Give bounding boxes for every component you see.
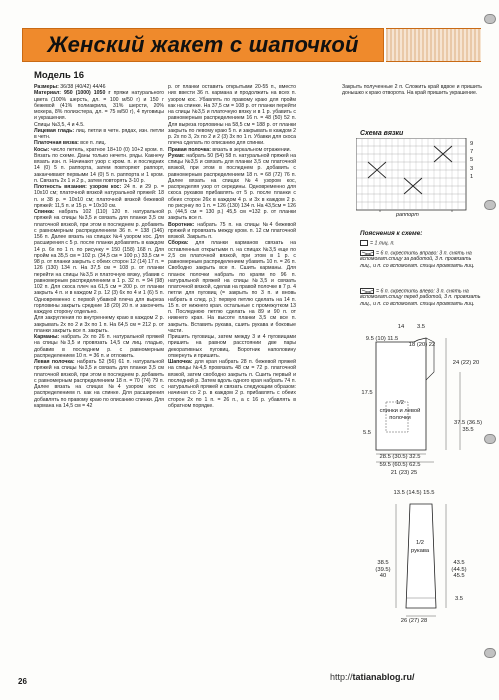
binder-ring [484, 14, 496, 24]
instruction-paragraph [34, 334, 164, 359]
title-banner [22, 28, 384, 62]
instruction-paragraph [34, 209, 164, 315]
sleeve-outline [406, 504, 436, 608]
chart-row-numbers: 9 7 5 3 1 [470, 141, 474, 180]
watermark [330, 672, 415, 682]
instruction-body: для планки карманов связать на оставленных открытыми п. на спицах №3,5 еще по 2,5 см платочной вязкой, при этом в 1 р. с равномерным распределением убавить 10 п. = 26 п. Свободно закрыть все п. Сшить карманы. Для планок полочки набрать по краям по 96 п. натуральной пряжей на спицы №3,5 и связать платочной вязкой, сделав на правой полочке в 7 р. 4 петли для пуговиц (= закрыть по 3 п. и вновь набрать в след. р.): первую петлю сделать на 14 п. 15 п. от нижнего края. остальные с промежутком 13 п. Последнюю петлю сделать на 89 и 90 п. от нижнего края. На высоте планки 3,5 см все п. закрыть. Вставить рукава, сшить рукава и боковые части. [168, 240, 296, 334]
instruction-body: вязать в зеркальном отражении. [210, 146, 291, 153]
instruction-paragraph [34, 128, 164, 141]
instruction-body: набрать 2x по 26 п. натуральной пряжей на спицы №3,5 и провязать 14,5 см лиц. гладью, добавив в последнем р. с равномерным распределением 10 п. = 36 п. и отложить. [34, 334, 164, 359]
instruction-body: р. от планки оставить открытыми 20-55 п., вместо них ввести 36 п. кармана и продолжить на всех п. узором кос. Убавлять по правому краю для пройм как на спинке. На 37,5 см = 108 р. от планки перейти на спицы №3,5 и платочную вязку и в 1 р. убавить с равномерным распределением 16 п. = 48 (50) 52 п. Для выреза горловины на 58,5 см = 188 р. от планки закрыть по левому краю 5 п. и закрывать в каждом 2 р. 2x по 3, 2x по 2 и 2 (3) 3x по 1 п. Убавки для скоса плеча сделать по описанию для спинки. [168, 84, 296, 147]
instruction-body: лиц. петли в четн. рядах, изн. петли в четн. [34, 127, 164, 140]
instruction-paragraph [168, 359, 296, 409]
instruction-label: Материал: 950 (1000) 1050 г [34, 90, 111, 97]
instructions-column-2 [168, 84, 296, 680]
instruction-label: Правая полочка: [168, 146, 211, 153]
cross-right-icon [360, 250, 374, 256]
watermark-prefix: http:// [330, 672, 353, 682]
legend-item-cross-right: = 6 п. скрестить вправо: 3 п. снять на вспомогат.спицу за работой, 3 п. провязать лиц., и п. со вспомогат. спицы провязать лиц. [360, 250, 475, 269]
instruction-body: набрать 75 п. на спицы №4 бежевой пряжей и провязать между кром. п. 12 см платочной вязкой. Закрыть п. [168, 221, 296, 240]
instruction-label: Сборка: [168, 240, 189, 247]
legend-item-cross-left: = 6 п. скрестить влево: 3 п. снять на вспомогат.спицу перед работой, 3 п. провязать лиц., и п. со вспомогат. спицы провязать лиц. [360, 288, 481, 307]
instruction-paragraph [168, 153, 296, 222]
chart-title: Схема вязки [360, 130, 404, 137]
instruction-body: пряжи натурального цвета (100% шерсть, дл. = 100 м/50 г) и 150 г бежевой (41% полиакрила, 31% шерсти, 20% мохера, 8% полиэстера, дл. = 75 м/50 г), 4 пуговицы и украшения. [34, 90, 164, 122]
binder-ring [484, 200, 496, 210]
instruction-label: Левая полочка: [34, 359, 75, 365]
instructions-column-1 [34, 84, 164, 680]
watermark-domain: tatianablog.ru/ [352, 672, 415, 682]
instruction-body: Спицы №3,5, 4 и 4.5. [34, 121, 85, 128]
back-label: спинки и левой полочки [379, 408, 421, 421]
instruction-label: Спинка: [34, 209, 55, 215]
instruction-label: Рукав: [168, 152, 185, 159]
instructions-closing: Закрыть полученные 2 п. Сложить край вдвое и пришить донышко к краю отворота. На край пришить украшение. [342, 84, 482, 97]
instruction-body: для края набрать 28 п. бежевой пряжей на спицы №4,5 провязать 48 см = 72 р. платочной вязкой, затем свободно закрыть п. Сшить первый и последний р. Затем вдоль одного края набрать 74 п. натуральной пряжей и связать следующим образом: начиная со 2 р. в каждом 2 р. прибавлять с обеих сторон 2x по 1 п. = 26 п., а с 16 р. убавлять в обратном порядке. [168, 359, 296, 409]
instruction-body: 36/38 (40/42) 44/46 [58, 84, 106, 90]
legend-item-knit: = 1 лиц. п. [360, 240, 484, 246]
instruction-paragraph [168, 84, 296, 147]
instruction-body: набрать 102 (110) 120 п. натуральной пряжей на спицы №3,5 и связать для планки 3,5 см платочной вязкой, при этом в последнем р. добавить с равномерным распределением 36 п. = 138 (146) 156 п. Далее вязать на спицах №4 узором кос. Для расширения с 5 р. после планки добавлять в каждом 14 р. 6x по 1 п. по рисунку = 150 (158) 168 п. Для пройм на 35,5 см = 102 р. (34,5 см = 100 р.) 33,5 см = 98 р. от планки закрыть с обеих сторон 12 (14) 17 п. = 126 (130) 134 п. На 37,5 см = 108 р. от планки перейти на спицы №3,5 и платочную вязку, убавив с равномерным распределением в 1 р. 32 п. = 94 (98) 102 п. Для скоса плеч на 61,5 см = 200 р. от планки закрыть 4 п. и в каждом 2 р. 12 (3) 6x по 4 и 1 (6) 5 п. Одновременно с первой убавкой плеча для выреза горловины закрыть средние 18 (20) 20 п. и закончить каждую сторону отдельно. [34, 209, 164, 315]
cross-left-icon [360, 288, 374, 294]
chart-repeat-label: раппорт [396, 212, 419, 218]
instruction-label: Карманы: [34, 334, 60, 340]
instruction-body: 24 п. и 29 р. = 10x10 см; платочной вязкой натуральной пряжей: 18 п. и 38 р. = 10x10 см; платочной вязкой бежевой пряжей: 11,5 п. и 15 р. = 10x10 см. [34, 184, 164, 209]
binder-ring [484, 434, 496, 444]
instruction-body: число петель, кратное 18+10 (0) 10+2 кром. п. Вязать по схеме. Даны только нечетн. ряды. Какнечу вязать изн. п. Начинают узор с кром. п. и последних 14 (0) 5 п. раппорта, затем повторяют раппорт, заканчивают первыми 14 (0) 5 п. раппорта и 1 кром. п. Связать 2x 1 и 2 р., затем повторять 3-10 р. [34, 146, 164, 184]
instruction-body: все п. лиц. [78, 140, 106, 147]
instruction-body: набрать 50 (54) 58 п. натуральной пряжей на спицы №3,5 и связать для планки 3,5 см платочной вязкой, при этом в последнем р. добавить с равномерным распределением 18 п. = 68 (72) 76 п. Далее вязать на спицах №4 узором кос, распределяя узор от середины. Одновременно для скоса рукавов прибавлять от 5 р. после планки с обеих сторон 26x в каждом 4 р. и 3x в каждом 2 р. по рисунку по 1 п. = 126 (130) 134 п. На 43,5см = 126 р. (44,5 см = 130 р.) 45,5 см =132 р. от планки закрыть все п. [168, 152, 296, 222]
instruction-paragraph [168, 334, 296, 359]
binder-ring [484, 648, 496, 658]
knit-stitch-icon [360, 240, 368, 246]
instruction-paragraph [34, 359, 164, 409]
instruction-paragraph [34, 184, 164, 209]
title-decoration [386, 28, 481, 62]
instruction-label: Косы: [34, 146, 50, 153]
model-heading: Модель 16 [34, 70, 84, 81]
magazine-page: Женский жакет с шапочкой Модель 16 Размеры: 36/38 (40/42) 44/46 Материал: 950 (1000) 1050 г пряжи натурального цвета (100% шерсть, дл. = 100 м/50 г) и 150 г бежевой (41% полиакрила, 31% шерсти, 20% мохера, 8% полиэстера, дл. = 75 м/50 г), 4 пуговицы и украшения. Спицы №3,5, 4 и 4.5. Лицевая гладь: лиц. петли в четн. рядах, изн. петли в четн. Платочная вязка: все п. лиц. Косы: число петель, кратное 18+10 (0) 10+2 кром. п. Вязать по схеме. Даны только нечетн. ряды. Какнечу вязать изн. п. Начинают узор с кром. п. и последних 14 (0) 5 п. раппорта, затем повторяют раппорт, заканчивают первыми 14 (0) 5 п. раппорта и 1 кром. п. Связать 2x 1 и 2 р., затем повторять 3-10 р. Плотность вязания: узором кос: 24 п. и 29 р. = 10x10 см; платочной вязкой натуральной пряжей: 18 п. и 38 р. = 10x10 см; платочной вязкой бежевой пряжей: 11,5 п. и 15 р. = 10x10 см. Спинка: набрать 102 (110) 120 п. натуральной пряжей на спицы №3,5 и связать для планки 3,5 см платочной вязкой, при этом в последнем р. добавить с равномерным распределением 36 п. = 138 (146) 156 п. Далее вязать на спицах №4 узором кос. Для расширения с 5 р. после планки добавлять в каждом 14 р. 6x по 1 п. по рисунку = 150 (158) 168 п. Для пройм на 35,5 см = 102 р. (34,5 см = 100 р.) 33,5 см = 98 р. от планки закрыть с обеих сторон 12 (14) 17 п. = 126 (130) 134 п. На 37,5 см = 108 р. от планки перейти на спицы №3,5 и платочную вязку, убавив с равномерным распределением в 1 р. 32 п. = 94 (98) 102 п. Для скоса плеч на 61,5 см = 200 р. от планки закрыть 4 п. и в каждом 2 р. 12 (3) 6x по 4 и 1 (6) 5 п. Одновременно с первой убавкой плеча для выреза горловины закрыть средние 18 (20) 20 п. и закончить каждую сторону отдельно. Для закругления по внутреннему краю в каждом 2 р. закрывать 2x по 2 и 3x по 1 п. На 64,5 см = 212 р. от планки закрыть все п. закрыть. Карманы: набрать 2x по 26 п. натуральной пряжей на спицы №3,5 и провязать 14,5 см лиц. гладью, добавив в последнем р. с равномерным распределением 10 п. = 36 п. и отложить. Левая полочка: набрать 52 (56) 61 п. натуральной пряжей на спицы №3,5 и связать для планки 3,5 см платочной вязкой, при этом в последнем р. добавить с равномерным распределением 18 п. = 70 (74) 79 п. Далее вязать на спицах №4 узором кос с распределением п. как на спинке. Для расширения добавлять по правому краю по описанию спинки. Для кармана на 14,5 см = 42 р. от планки оставить открытыми 20-55 п., вместо них ввести 36 п. кармана и продолжить на всех п. узором кос. Убавлять по правому краю для пройм как на спинке. На 37,5 см = 108 р. от планки перейти на спицы №3,5 и платочную вязку и в 1 р. убавить с равномерным распределением 16 п. = 48 (50) 52 п. Для выреза горловины на 58,5 см = 188 р. от планки закрыть по левому краю 5 п. и закрывать в каждом 2 р. 2x по 3, 2x по 2 и 2 (3) 3x по 1 п. Убавки для скоса плеча сделать по описанию для спинки. Правая полочка: вязать в зеркальном отражении. Рукав: набрать 50 (54) 58 п. натуральной пряжей на спицы №3,5 и связать для планки 3,5 см платочной вязкой, при этом в последнем р. добавить с равномерным распределением 18 п. = 68 (72) 76 п. Далее вязать на спицах №4 узором кос, распределяя узор от середины. Одновременно для скоса рукавов прибавлять от 5 р. после планки с обеих сторон 26x в каждом 4 р. и 3x в каждом 2 р. по рисунку по 1 п. = 126 (130) 134 п. На 43,5см = 126 р. (44,5 см = 130 р.) 45,5 см =132 р. от планки закрыть все п. Воротник: набрать 75 п. на спицы №4 бежевой пряжей и провязать между кром. п. 12 см платочной вязкой. Закрыть п. Сборка: для планки карманов связать на оставленных открытыми п. на спицах №3,5 еще по 2,5 см платочной вязкой, при этом в 1 р. с равномерным распределением убавить 10 п. = 26 п. Свободно закрыть все п. Сшить карманы. Для планок полочки набрать по краям по 96 п. натуральной пряжей на спицы №3,5 и связать платочной вязкой, сделав на правой полочке в 7 р. 4 петли для пуговиц (= закрыть по 3 п. и вновь набрать в след. р.): первую петлю сделать на 14 п. 15 п. от нижнего края. остальные с промежутком 13 п. Последнюю петлю сделать на 89 и 90 п. от нижнего края. На высоте планки 3,5 см все п. закрыть. Вставить рукава, сшить рукава и боковые части. Пришить пуговицы, затем между 3 и 4 пуговицами пришить на равном расстоянии две пары декоративных пуговиц. Воротник наполовину отвернуть и пришить. Шапочка: для края набрать 28 п. бежевой пряжей на спицы №4,5 провязать 48 см = 72 р. платочной вязкой, затем свободно закрыть п. Сшить первый и последний р. Затем вдоль одного края набрать 74 п. натуральной пряжей и связать следующим образом: начиная со 2 р. в каждом 2 р. прибавлять с обеих сторон 2x по 1 п. = 26 п., а с 16 р. убавлять в обратном порядке. Закрыть полученные 2 п. Сложить край вдвое и пришить донышко к краю отворота. На край пришить украшение. Схема вязки 9 7 5 3 1 раппорт Пояснения к схеме: = 1 лиц. п. = 6 п. скрестить вправо: 3 п. снять на вспомогат.спицу за работой, 3 п. провязать лиц., и п. со вспомогат. спицы провязать лиц. = 6 п. скрестить влево: 3 п. снять на вспомогат.спицу перед работой, 3 п. провязать лиц., и п. со вспомогат. спицы провязать лиц. 1/2 спинки и левой полочки 14 3.5 24 (22) 20 37.5 (36.5) 35.5 17.5 5.5 9.5 (10) 11.5 18 (20) 22 28.5 (30.5) 32.5 59.5 (60.5) 62.5 21 (23) 25 1/2 рукава 38.5 (39.5) 40 43.5 (44.5) 45.5 3.5 13.5 (14.5) 15.5 26 (27) 28 26 http://tatianablog.ru/ [0, 0, 499, 700]
instruction-label: Лицевая гладь: [34, 127, 75, 134]
instruction-label: Размеры: [34, 84, 59, 90]
page-number: 26 [18, 677, 27, 686]
instruction-paragraph [168, 240, 296, 334]
instruction-body: Для закругления по внутреннему краю в каждом 2 р. закрывать 2x по 2 и 3x по 1 п. На 64,5 см = 212 р. от планки закрыть все п. закрыть. [34, 315, 164, 334]
knitting-chart [356, 138, 468, 212]
legend-title: Пояснения к схеме: [360, 230, 423, 237]
instruction-body: набрать 52 (56) 61 п. натуральной пряжей на спицы №3,5 и связать для планки 3,5 см платочной вязкой, при этом в последнем р. добавить с равномерным распределением 18 п. = 70 (74) 79 п. Далее вязать на спицах №4 узором кос с распределением п. как на спинке. Для расширения добавлять по правому краю по описанию спинки. Для кармана на 14,5 см = 42 [34, 359, 164, 409]
instruction-body: Пришить пуговицы, затем между 3 и 4 пуговицами пришить на равном расстоянии две пары декоративных пуговиц. Воротник наполовину отвернуть и пришить. [168, 334, 296, 359]
instruction-paragraph [34, 315, 164, 334]
back-label-fraction: 1/2 [395, 400, 405, 406]
instruction-paragraph [34, 90, 164, 121]
sleeve-label: рукава [410, 548, 430, 554]
back-outline [376, 338, 426, 450]
instruction-label: Шапочка: [168, 359, 193, 365]
instruction-paragraph [34, 147, 164, 185]
instruction-label: Платочная вязка: [34, 140, 79, 147]
instruction-paragraph [168, 222, 296, 241]
instruction-label: Воротник: [168, 221, 195, 228]
instructions-column-3 [342, 84, 482, 124]
page-title: Женский жакет с шапочкой [47, 32, 359, 57]
sleeve-label-fraction: 1/2 [415, 540, 425, 546]
instruction-label: Плотность вязания: узором кос: [34, 184, 122, 190]
